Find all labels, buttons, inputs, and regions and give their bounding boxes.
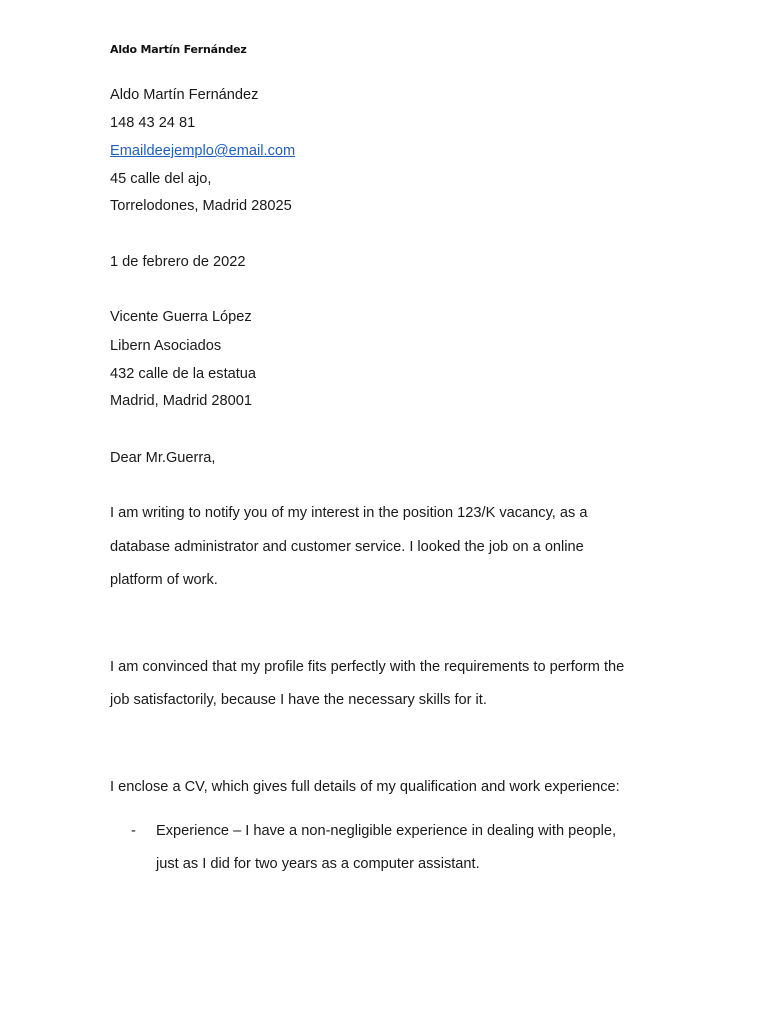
salutation: Dear Mr.Guerra, [110,450,216,466]
page-header-name: Aldo Martín Fernández [110,43,247,56]
paragraph-line: I am convinced that my profile fits perfectly with the requirements to perform the [110,659,625,675]
recipient-company: Libern Asociados [110,338,222,354]
sender-name: Aldo Martín Fernández [110,87,259,103]
paragraph-line: database administrator and customer service. I looked the job on a online [110,539,584,555]
recipient-name: Vicente Guerra López [110,309,252,325]
recipient-address-line2: Madrid, Madrid 28001 [110,393,252,409]
recipient-address-line1: 432 calle de la estatua [110,366,257,382]
sender-address-line2: Torrelodones, Madrid 28025 [110,198,292,214]
letter-date: 1 de febrero de 2022 [110,254,246,270]
paragraph-line: I am writing to notify you of my interest in the position 123/K vacancy, as a [110,505,588,521]
sender-email-line [110,142,295,160]
bullet-line: Experience – I have a non-negligible experience in dealing with people, [156,823,617,839]
bullet-line: just as I did for two years as a computer assistant. [156,856,480,872]
sender-address-line1: 45 calle del ajo, [110,171,212,187]
sender-email-link[interactable]: Emaildeejemplo@email.com [110,143,296,159]
paragraph-line: I enclose a CV, which gives full details of my qualification and work experience: [110,779,620,795]
bullet-marker: - [131,823,136,839]
paragraph-line: platform of work. [110,572,218,588]
sender-phone: 148 43 24 81 [110,115,196,131]
paragraph-line: job satisfactorily, because I have the necessary skills for it. [110,692,487,708]
